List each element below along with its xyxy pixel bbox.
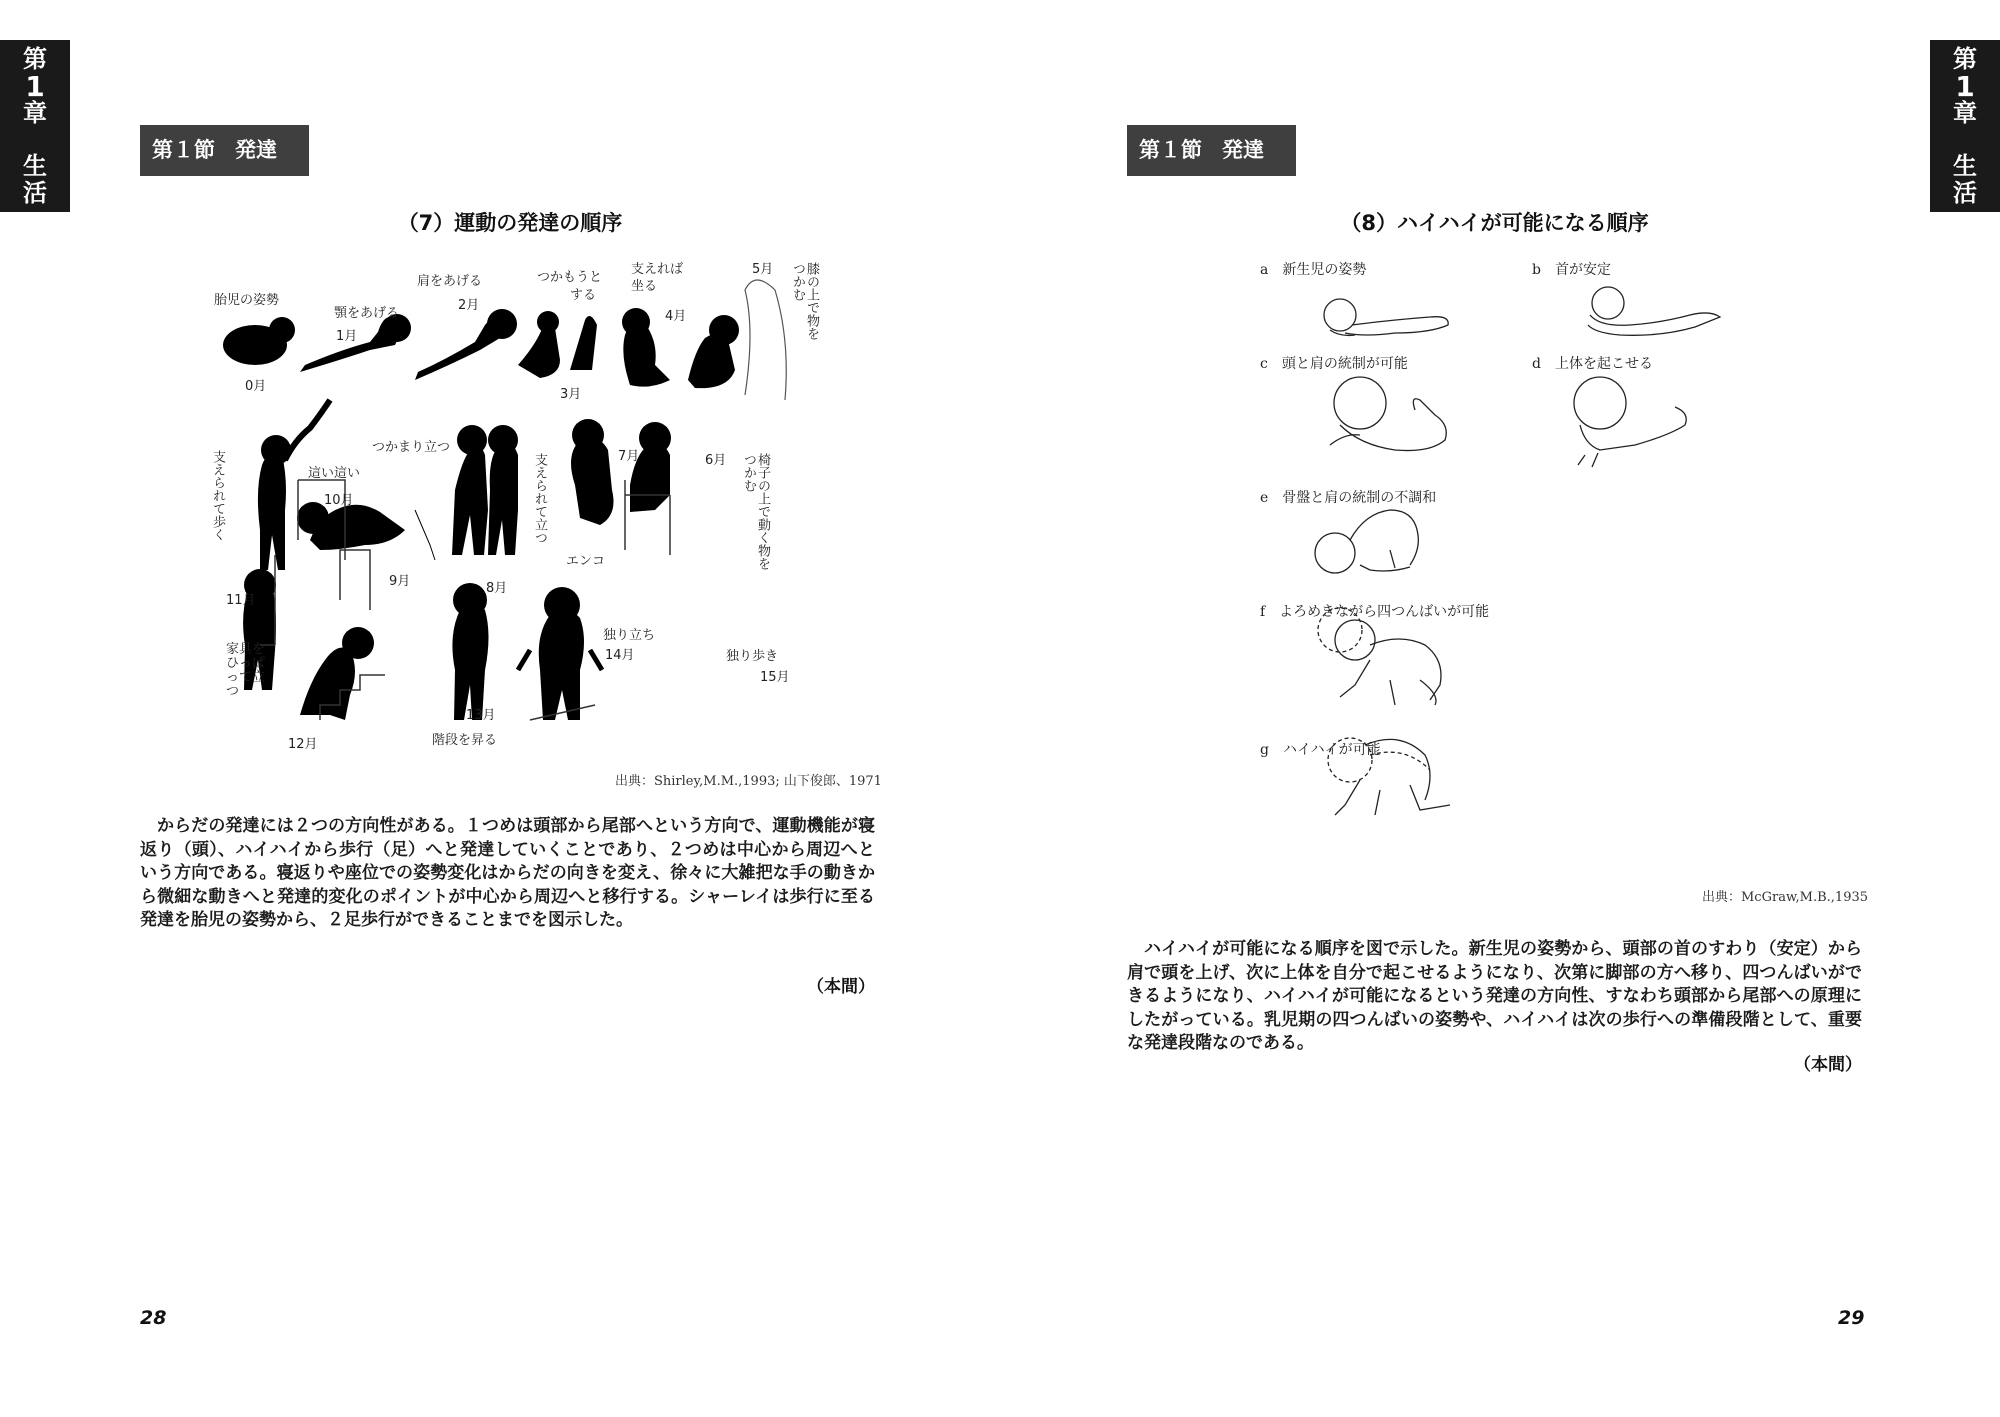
chapter-title-2: 活 (1953, 178, 1977, 207)
figure-title-right (1127, 207, 1862, 237)
label-m3: 3月 (560, 387, 582, 402)
drawing-b (1588, 287, 1720, 335)
drawing-c (1330, 377, 1446, 451)
chapter-num: 1 (1955, 69, 1975, 103)
drawing-e (1315, 510, 1418, 573)
drawing-d (1574, 377, 1686, 467)
chapter-tab-left (0, 40, 70, 212)
panel-label-f: f よろめきながら四つんばいが可能 (1260, 604, 1490, 620)
label-enko: エンコ (566, 554, 606, 569)
label-support-sit: 支えれば (631, 262, 684, 277)
label-stairs: 階段を昇る (432, 733, 498, 748)
drawing-f (1318, 608, 1441, 705)
label-chair-grab: 椅子の上で動く物をつかむ (741, 453, 770, 570)
stand-alone-baby (452, 603, 488, 721)
label-m9: 9月 (389, 574, 411, 589)
label-m12: 12月 (288, 737, 318, 752)
body-paragraph-left (140, 815, 875, 933)
label-stand-support: 支えられて立つ (532, 453, 547, 544)
label-m0: 0月 (245, 379, 267, 394)
label-stand-hold: つかまり立つ (372, 440, 451, 455)
panel-label-a: a 新生児の姿勢 (1260, 262, 1367, 278)
figure-title-text: （7）運動の発達の順序 (397, 211, 623, 235)
panel-label-g: g ハイハイが可能 (1260, 742, 1381, 758)
label-shoulder-lift: 肩をあげる (417, 274, 483, 289)
stairs-baby (300, 648, 355, 720)
label-m5: 5月 (752, 262, 774, 277)
label-m11: 11月 (226, 593, 256, 608)
label-lap-grab: 膝の上で物をつかむ (790, 262, 819, 340)
label-m7: 7月 (618, 449, 640, 464)
label-m15: 15月 (760, 670, 790, 685)
label-m13: 13月 (466, 708, 496, 723)
paragraph-text: ハイハイが可能になる順序を図で示した。新生児の姿勢から、頭部の首のすわり（安定）から肩で頭を上げ、次に上体を自分で起こせるようになり、次第に脚部の方へ移り、四つんばいができるようになり、ハイハイが可能になるという発達の方向性、すなわち頭部から尾部への原理にしたがっている。乳児期の四つんばいの姿勢や、ハイハイは次の歩行への準備段階として、重要な発達段階なのである。 (1127, 939, 1862, 1053)
drawing-g (1328, 738, 1450, 815)
figure-title-text: （8）ハイハイが可能になる順序 (1340, 211, 1649, 235)
label-reach: つかもうと (537, 270, 603, 285)
page-number-left: 28 (140, 1307, 167, 1329)
source-left: 出典：Shirley,M.M.,1993; 山下俊郎、1971 (615, 774, 882, 789)
chapter-suffix: 章 (23, 98, 47, 127)
label-m10: 10月 (324, 493, 354, 508)
page-number-right: 29 (1838, 1307, 1865, 1329)
author-note-right: （本間） (1794, 1055, 1862, 1075)
panel-label-e: e 骨盤と肩の統制の不調和 (1260, 490, 1437, 506)
label-m1: 1月 (336, 329, 358, 344)
label-stand-alone: 独り立ち (603, 628, 656, 643)
chapter-title-2: 活 (23, 178, 47, 207)
chapter-title-1: 生 (1953, 151, 1977, 180)
paragraph-text: からだの発達には２つの方向性がある。１つめは頭部から尾部へという方向で、運動機能が寝返り（頭）、ハイハイから歩行（足）へと発達していくことであり、２つめは中心から周辺へという方向である。寝返りや座位での姿勢変化はからだの向きを変え、徐々に大雑把な手の動きから微細な動きへと発達的変化のポイントが中心から周辺へと移行する。シャーレイは歩行に至る発達を胎児の姿勢から、２足歩行ができることまでを図示した。 (140, 816, 875, 930)
crawling-stages-figure (1300, 285, 1750, 885)
chapter-num: 1 (25, 69, 45, 103)
section-num: 第１節 (152, 138, 215, 162)
panel-label-d: d 上体を起こせる (1532, 356, 1653, 372)
panel-label-b: b 首が安定 (1532, 262, 1611, 278)
section-title: 発達 (1222, 138, 1264, 162)
section-heading-right (1127, 125, 1296, 176)
section-num: 第１節 (1139, 138, 1202, 162)
chapter-title-1: 生 (23, 151, 47, 180)
label-chin-lift: 顎をあげる (334, 306, 400, 321)
section-heading-left (140, 125, 309, 176)
label-walk-support: 支えられて歩く (210, 450, 225, 541)
figure-title-left (140, 207, 880, 237)
source-right: 出典：McGraw,M.B.,1935 (1702, 890, 1869, 905)
label-m8: 8月 (486, 581, 508, 596)
label-reach-2: する (570, 288, 597, 303)
label-m6: 6月 (705, 453, 727, 468)
enko-baby (571, 438, 614, 525)
label-walk-alone: 独り歩き (726, 649, 779, 664)
table-stand-baby (415, 510, 435, 560)
stand-support-baby (488, 443, 518, 555)
label-m4: 4月 (665, 309, 687, 324)
label-furniture: 家具をひっぱって立つ (226, 642, 266, 699)
chapter-suffix: 章 (1953, 98, 1977, 127)
body-paragraph-right (1127, 938, 1862, 1056)
label-m2: 2月 (458, 298, 480, 313)
label-m14: 14月 (605, 648, 635, 663)
chapter-tab-right (1930, 40, 2000, 212)
chapter-char: 第 (1953, 44, 1977, 73)
drawing-a (1324, 299, 1448, 335)
label-support-sit-2: 坐る (631, 279, 658, 294)
panel-label-c: c 頭と肩の統制が可能 (1260, 356, 1408, 372)
label-crawl: 這い這い (308, 466, 361, 481)
walk-support-baby (258, 452, 286, 570)
chapter-char: 第 (23, 44, 47, 73)
section-title: 発達 (235, 138, 277, 162)
author-note-left: （本間） (807, 977, 875, 997)
walk-alone-baby (539, 609, 584, 720)
label-fetal: 胎児の姿勢 (214, 293, 280, 308)
motor-development-figure (200, 250, 820, 750)
